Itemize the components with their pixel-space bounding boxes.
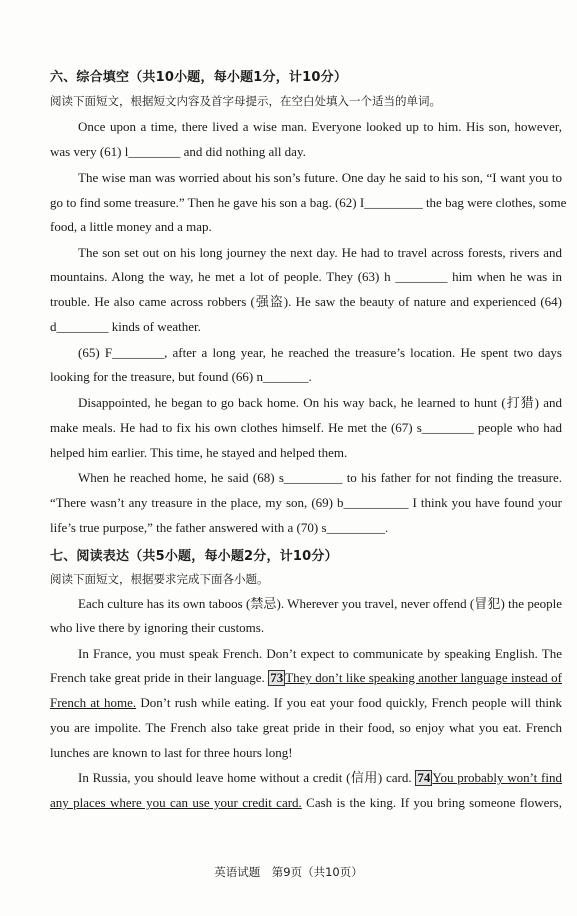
question-number-badge: 74	[417, 770, 431, 785]
passage-text: French take great pride in their language.	[50, 670, 269, 685]
question-number-badge: 73	[270, 670, 284, 685]
underlined-sentence: They don’t like speaking another language instead of	[285, 670, 562, 685]
passage-line	[50, 670, 562, 686]
page-footer: 英语试题 第9页（共10页）	[214, 865, 363, 879]
passage-line: go to find some treasure.” Then he gave his son a bag. (62) I_________ the bag were clothes, some	[50, 195, 567, 210]
passage-line: looking for the treasure, but found (66) n_______.	[50, 369, 312, 384]
passage-line: Once upon a time, there lived a wise man. Everyone looked up to him. His son, however,	[78, 119, 562, 134]
section-6-heading: 六、综合填空（共10小题，每小题1分，计10分）	[50, 70, 348, 85]
passage-line: When he reached home, he said (68) s_________ to his father for not finding the treasure.	[78, 470, 562, 485]
passage-line: life’s true purpose,” the father answered with a (70) s_________.	[50, 520, 389, 535]
passage-line: (65) F________, after a long year, he reached the treasure’s location. He spent two days	[78, 345, 562, 360]
passage-line: lunches are known to last for three hours long!	[50, 745, 293, 760]
passage-text: In Russia, you should leave home without a credit (信用) card.	[78, 770, 416, 785]
section-7-heading: 七、阅读表达（共5小题，每小题2分，计10分）	[50, 549, 338, 564]
passage-line: Disappointed, he began to go back home. On his way back, he learned to hunt (打猎) and	[78, 395, 562, 410]
passage-line	[50, 795, 562, 811]
passage-line: The wise man was worried about his son’s future. One day he said to his son, “I want you to	[78, 170, 562, 185]
underlined-sentence: any places where you can use your credit card.	[50, 795, 302, 810]
underlined-sentence: You probably won’t find	[432, 770, 562, 785]
passage-line: Each culture has its own taboos (禁忌). Wherever you travel, never offend (冒犯) the people	[78, 596, 562, 611]
passage-line: helped him earlier. This time, he stayed and helped them.	[50, 445, 348, 460]
passage-text: Cash is the king. If you bring someone flowers,	[301, 795, 562, 810]
passage-line	[50, 695, 562, 711]
passage-line: “There wasn’t any treasure in the place, my son, (69) b__________ I think you have found your	[50, 495, 562, 510]
passage-line: In France, you must speak French. Don’t expect to communicate by speaking English. The	[78, 646, 562, 661]
passage-line: make meals. He had to fix his own clothes himself. He met the (67) s________ people who had	[50, 420, 562, 435]
underlined-sentence: French at home.	[50, 695, 137, 710]
passage-line: d________ kinds of weather.	[50, 319, 201, 334]
passage-line: mountains. Along the way, he met a lot of people. They (63) h ________ him when he was in	[50, 269, 562, 284]
passage-line	[78, 770, 562, 786]
passage-line: who live there by ignoring their customs.	[50, 620, 265, 635]
passage-line: you are impolite. The French also take great pride in their food, so enjoy what you eat. French	[50, 720, 562, 735]
section-6-instruction: 阅读下面短文，根据短文内容及首字母提示，在空白处填入一个适当的单词。	[50, 94, 441, 108]
section-7-instruction: 阅读下面短文，根据要求完成下面各小题。	[50, 572, 269, 586]
passage-line: The son set out on his long journey the next day. He had to travel across forests, rivers and	[78, 245, 562, 260]
passage-line: trouble. He also came across robbers (强盗). He saw the beauty of nature and experienced (64)	[50, 294, 562, 309]
passage-text: Don’t rush while eating. If you eat your food quickly, French people will think	[136, 695, 562, 710]
passage-line: food, a little money and a map.	[50, 219, 212, 234]
passage-line: was very (61) l________ and did nothing all day.	[50, 144, 306, 159]
